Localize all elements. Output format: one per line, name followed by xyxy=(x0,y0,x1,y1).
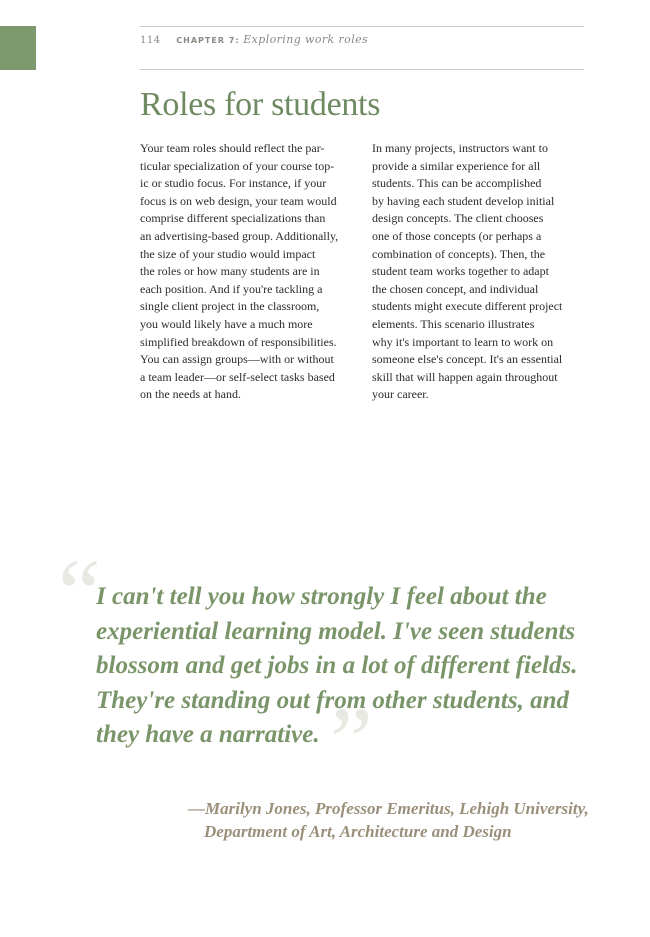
section-title: Roles for students xyxy=(140,86,381,123)
body-line: students might execute different project xyxy=(372,299,563,314)
page-number: 114 xyxy=(140,35,161,46)
pull-quote-line: they have a narrative. xyxy=(96,721,320,748)
pull-quote-line: I can't tell you how strongly I feel about the xyxy=(96,583,547,610)
body-line: someone else's concept. It's an essential xyxy=(372,352,563,367)
close-quote-mark: ” xyxy=(330,687,373,794)
body-column-left xyxy=(140,140,360,404)
header-top-rule xyxy=(140,26,584,27)
body-line: skill that will happen again throughout xyxy=(372,369,558,384)
attribution-line: —Marilyn Jones, Professor Emeritus, Lehigh University, xyxy=(188,799,589,818)
body-line: single client project in the classroom, xyxy=(140,299,320,314)
body-line: student team works together to adapt xyxy=(372,264,549,279)
body-line: the chosen concept, and individual xyxy=(372,281,539,296)
body-line: In many projects, instructors want to xyxy=(372,141,548,155)
body-line: students. This can be accomplished xyxy=(372,176,542,191)
open-quote-mark: “ xyxy=(58,539,101,646)
body-line: combination of concepts). Then, the xyxy=(372,246,546,261)
body-line: the size of your studio would impact xyxy=(140,246,316,261)
body-line: you would likely have a much more xyxy=(140,316,313,331)
body-line: comprise different specializations than xyxy=(140,211,326,226)
pull-quote-line: They're standing out from other students, and xyxy=(96,686,569,714)
pull-quote-line: blossom and get jobs in a lot of different fields. xyxy=(96,652,578,679)
body-line: elements. This scenario illustrates xyxy=(372,316,535,331)
body-line: each position. And if you're tackling a xyxy=(140,281,323,296)
body-line: ic or studio focus. For instance, if your xyxy=(140,176,327,191)
pull-quote-line: experiential learning model. I've seen students xyxy=(96,617,576,645)
quote-attribution xyxy=(188,797,589,843)
body-line: your career. xyxy=(372,387,429,402)
body-line: You can assign groups—with or without xyxy=(140,352,334,367)
body-column-right xyxy=(372,140,592,404)
body-line: by having each student develop initial xyxy=(372,193,555,208)
body-line: focus is on web design, your team would xyxy=(140,193,337,208)
chapter-title: Exploring work roles xyxy=(243,33,369,46)
body-line: one of those concepts (or perhaps a xyxy=(372,228,542,243)
body-line: why it's important to learn to work on xyxy=(372,334,554,349)
body-line: on the needs at hand. xyxy=(140,387,241,402)
body-line: ticular specialization of your course top- xyxy=(140,158,335,173)
chapter-color-tab xyxy=(0,26,36,70)
body-line: a team leader—or self-select tasks based xyxy=(140,369,335,384)
attribution-line: Department of Art, Architecture and Design xyxy=(204,822,512,841)
body-line: the roles or how many students are in xyxy=(140,264,320,279)
running-header xyxy=(140,33,368,46)
chapter-label: CHAPTER 7: xyxy=(176,36,240,45)
body-line: simplified breakdown of responsibilities. xyxy=(140,334,337,349)
header-bottom-rule xyxy=(140,69,584,70)
body-line: provide a similar experience for all xyxy=(372,158,541,173)
body-line: an advertising-based group. Additionally, xyxy=(140,228,339,243)
body-line: design concepts. The client chooses xyxy=(372,211,544,226)
body-line: Your team roles should reflect the par- xyxy=(140,141,325,155)
